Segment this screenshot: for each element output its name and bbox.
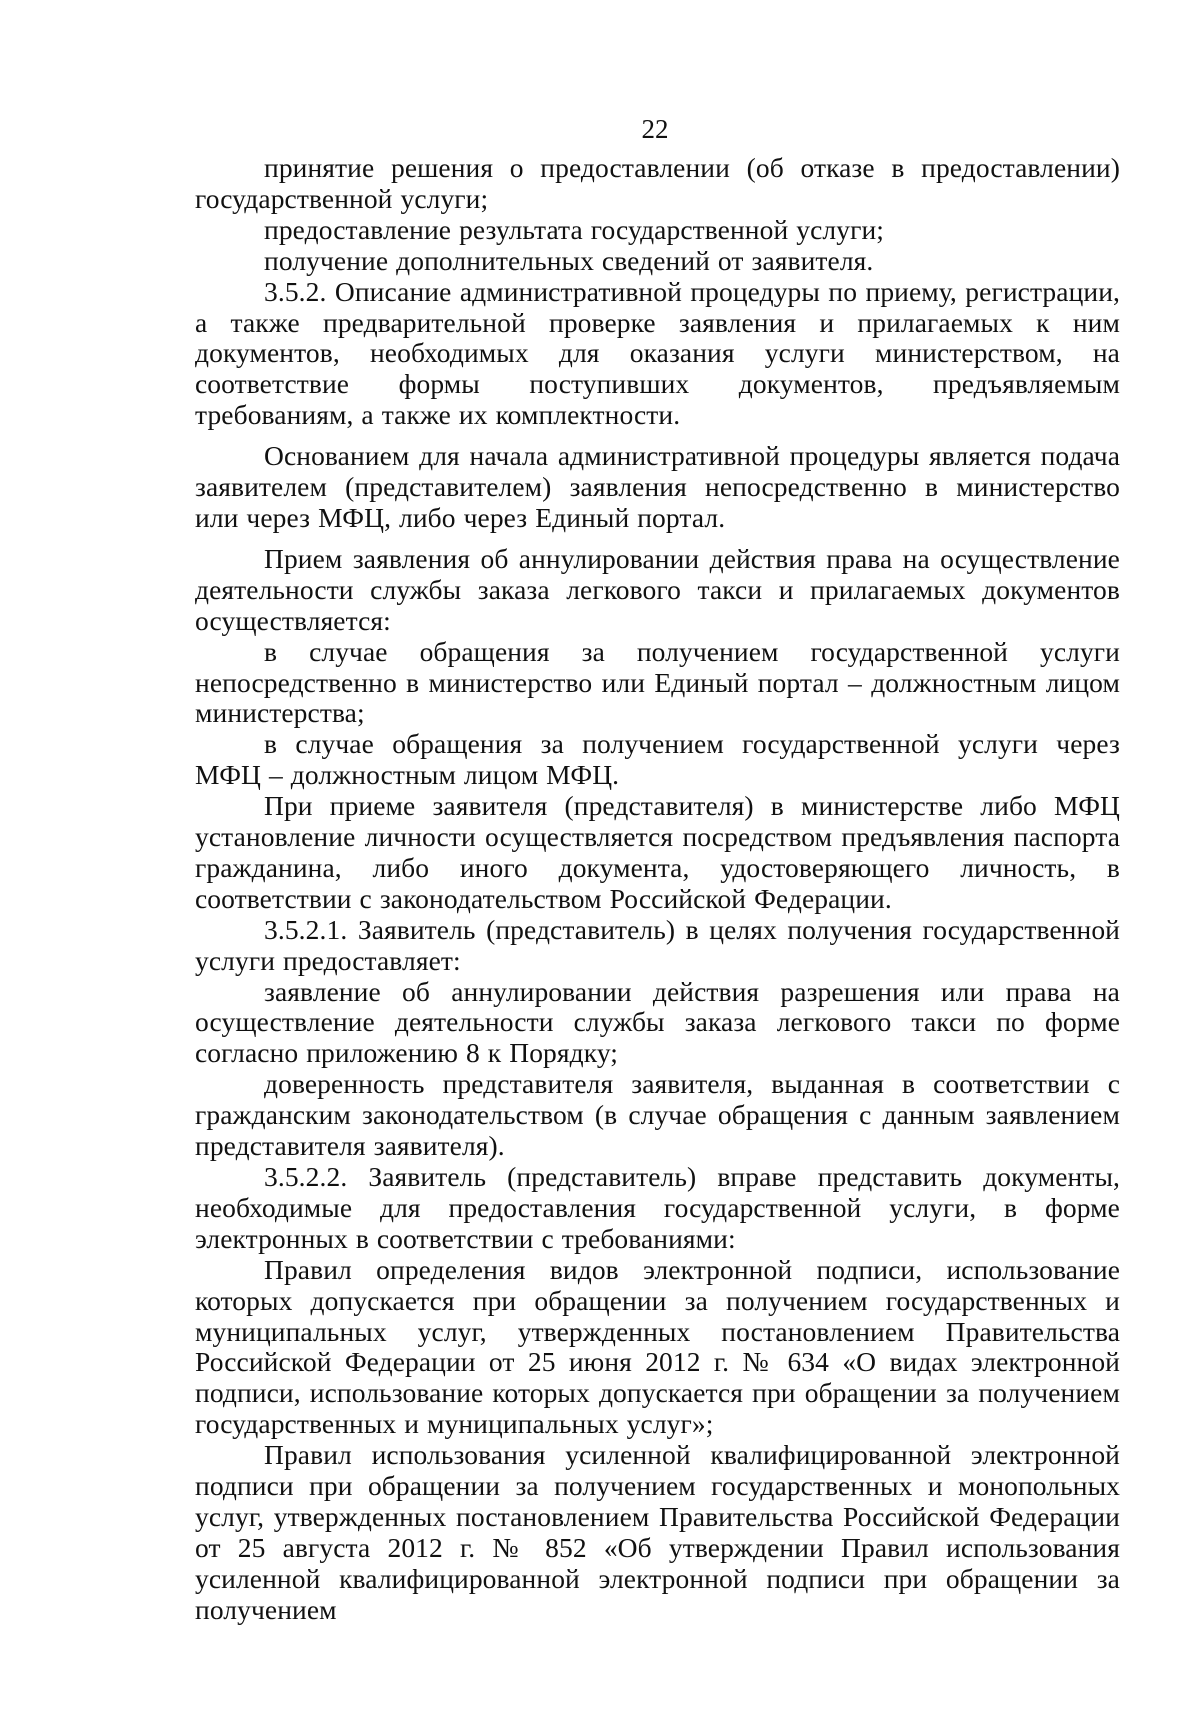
paragraph-3-5-2: 3.5.2. Описание административной процедуры по приему, регистрации, а также предварительной проверке заявления и прилагаемых к ним документов, необходимых для оказания услуги министерством, на соответствие формы поступивших документов, предъявляемым требованиям, а также их комплектности.	[195, 275, 1120, 431]
paragraph-application: заявление об аннулировании действия разрешения или права на осуществление деятельности службы заказа легкового такси по форме согласно приложению 8 к Порядку;	[195, 975, 1120, 1069]
document-body	[195, 153, 1120, 1626]
paragraph-result: предоставление результата государственной услуги;	[264, 213, 885, 245]
paragraph-3-5-2-2: 3.5.2.2. Заявитель (представитель) вправе представить документы, необходимые для предоставления государственной услуги, в форме электронных в соответствии с требованиями:	[195, 1161, 1120, 1254]
paragraph-3-5-2-1: 3.5.2.1. Заявитель (представитель) в целях получения государственной услуги предоставляет:	[195, 913, 1120, 976]
page-number: 22	[641, 114, 669, 144]
paragraph-identity: При приеме заявителя (представителя) в министерстве либо МФЦ установление личности осуществляется посредством предъявления паспорта гражданина, либо иного документа, удостоверяющего личность, в соответствии с законодательством Российской Федерации.	[195, 790, 1120, 914]
paragraph-rules-634: Правил определения видов электронной подписи, использование которых допускается при обращении за получением государственных и муниципальных услуг, утвержденных постановлением Правительства Российской Федерации от 25 июня 2012 г. № 634 «О видах электронной подписи, использование которых допускается при обращении за получением государственных и муниципальных услуг»;	[195, 1253, 1120, 1440]
paragraph-case-ministry: в случае обращения за получением государственной услуги непосредственно в министерство или Единый портал – должностным лицом министерства;	[195, 635, 1120, 729]
paragraph-power-of-attorney: доверенность представителя заявителя, выданная в соответствии с гражданским законодательством (в случае обращения с данным заявлением представителя заявителя).	[195, 1068, 1120, 1162]
paragraph-rules-852: Правил использования усиленной квалифицированной электронной подписи при обращении за получением государственных и монопольных услуг, утвержденных постановлением Правительства Российской Федерации от 25 августа 2012 г. № 852 «Об утверждении Правил использования усиленной квалифицированной электронной подписи при обращении за получением	[195, 1439, 1120, 1625]
paragraph-reception: Прием заявления об аннулировании действия права на осуществление деятельности службы заказа легкового такси и прилагаемых документов осуществляется:	[195, 542, 1120, 636]
paragraph-additional-info: получение дополнительных сведений от заявителя.	[264, 244, 874, 276]
paragraph-basis: Основанием для начала административной процедуры является подача заявителем (представителем) заявления непосредственно в министерство или через МФЦ, либо через Единый портал.	[195, 440, 1120, 533]
paragraph-decision: принятие решения о предоставлении (об отказе в предоставлении) государственной услуги;	[195, 152, 1120, 214]
paragraph-case-mfc: в случае обращения за получением государственной услуги через МФЦ – должностным лицом МФЦ.	[195, 728, 1120, 791]
